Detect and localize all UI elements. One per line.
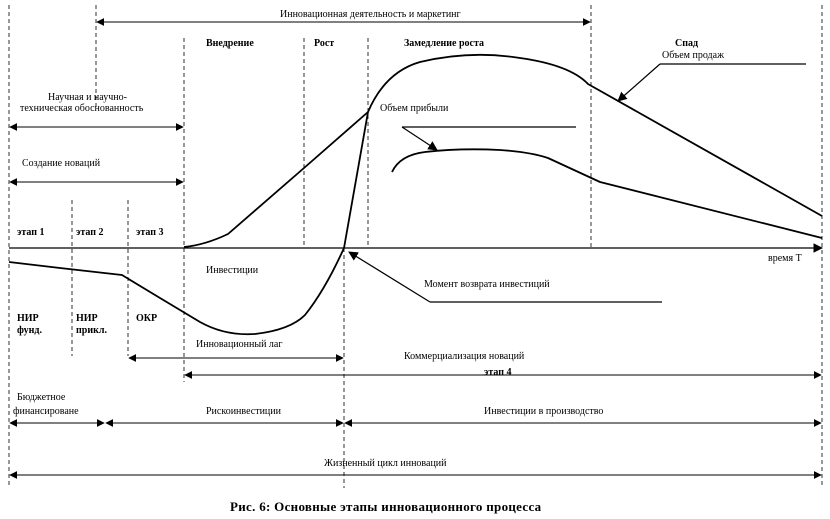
sales-investment-curve: [9, 55, 822, 334]
label-innov-activity: Инновационная деятельность и маркетинг: [280, 9, 461, 20]
label-decline: Спад: [675, 38, 699, 49]
profit-curve: [184, 112, 368, 247]
label-stage1: этап 1: [17, 227, 45, 238]
label-budget-2: финансироване: [13, 406, 79, 417]
label-sales-volume: Объем продаж: [662, 50, 724, 61]
label-innov-lag: Инновационный лаг: [196, 339, 283, 350]
label-intro: Внедрение: [206, 38, 254, 49]
label-profit-volume: Объем прибыли: [380, 103, 449, 114]
label-return-moment: Момент возврата инвестиций: [424, 279, 550, 290]
return-leader-arrow: [349, 252, 430, 302]
label-sci-tech-2: техническая обоснованность: [20, 103, 144, 114]
profit-leader-arrow: [402, 127, 437, 150]
label-slowdown: Замедление роста: [404, 38, 484, 49]
profit-curve-upper: [392, 149, 822, 238]
label-stage3: этап 3: [136, 227, 164, 238]
label-nir-fund-1: НИР: [17, 313, 39, 324]
label-nir-appl-2: прикл.: [76, 325, 107, 336]
label-stage2: этап 2: [76, 227, 104, 238]
label-commercialization: Коммерциализация новаций: [404, 351, 525, 362]
label-okr: ОКР: [136, 313, 158, 324]
label-nir-appl-1: НИР: [76, 313, 98, 324]
label-growth: Рост: [314, 38, 335, 49]
label-life-cycle: Жизненный цикл инноваций: [324, 458, 447, 469]
label-stage4: этап 4: [484, 367, 512, 378]
label-risk-invest: Рискоинвестиции: [206, 406, 281, 417]
label-sci-tech-1: Научная и научно-: [48, 92, 127, 103]
label-nir-fund-2: фунд.: [17, 325, 42, 336]
figure-caption: Рис. 6: Основные этапы инновационного процесса: [230, 499, 542, 514]
label-budget-1: Бюджетное: [17, 392, 66, 403]
label-prod-invest: Инвестиции в производство: [484, 406, 604, 417]
label-creation: Создание новаций: [22, 158, 101, 169]
label-investments: Инвестиции: [206, 265, 259, 276]
sales-leader-arrow: [618, 64, 660, 101]
label-time: время T: [768, 253, 802, 264]
